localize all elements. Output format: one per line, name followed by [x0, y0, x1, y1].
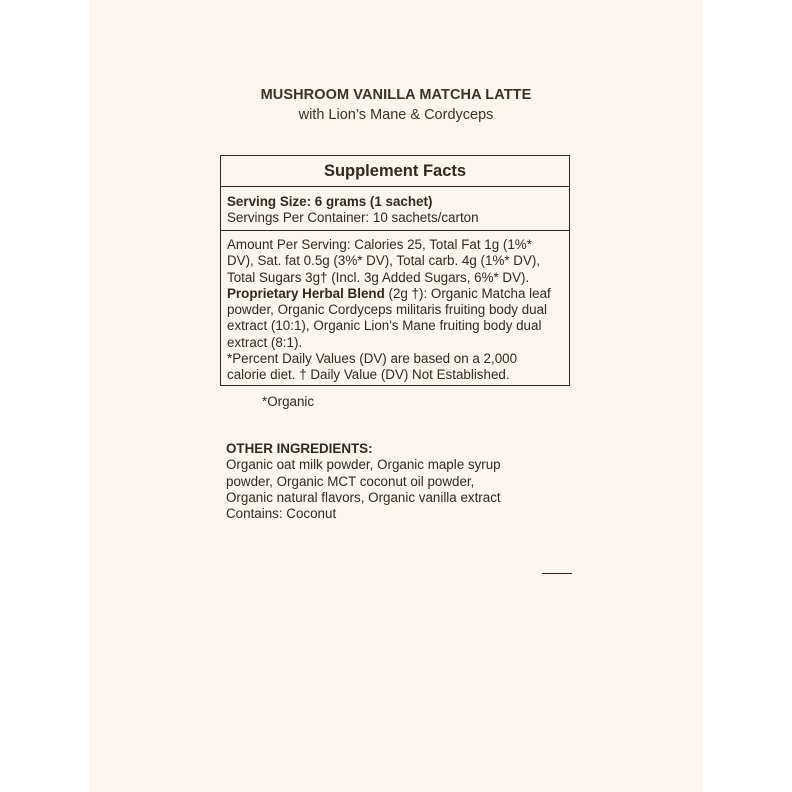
amount-line: Amount Per Serving: Calories 25, Total Fat 1g (1%* [227, 237, 532, 252]
blend-line: extract (8:1). [227, 334, 303, 350]
blend-line [227, 286, 565, 302]
supplement-facts-heading: Supplement Facts [221, 156, 569, 187]
servings-per-container: Servings Per Container: 10 sachets/carton [227, 210, 479, 225]
blend-line: powder, Organic Cordyceps militaris fruiting body dual [227, 302, 548, 318]
blend-label: Proprietary Herbal Blend [227, 285, 385, 301]
amount-line: DV), Sat. fat 0.5g (3%* DV), Total carb. 4g (1%* DV), [227, 253, 541, 269]
divider-rule [542, 573, 572, 574]
blend-text: (2g †): Organic Matcha leaf [384, 285, 551, 301]
serving-size: Serving Size: 6 grams (1 sachet) [227, 194, 433, 209]
ingredient-line: Organic oat milk powder, Organic maple syrup [226, 457, 501, 473]
other-ingredients-heading: OTHER INGREDIENTS: [226, 441, 373, 456]
ingredient-line: powder, Organic MCT coconut oil powder, [226, 473, 475, 489]
ingredient-line: Organic natural flavors, Organic vanilla extract [226, 489, 501, 505]
footnote-line: *Percent Daily Values (DV) are based on a 2,000 [227, 351, 518, 367]
ingredient-line: Contains: Coconut [226, 506, 337, 522]
other-ingredients [226, 441, 566, 522]
product-title: MUSHROOM VANILLA MATCHA LATTE [260, 87, 532, 103]
blend-line: extract (10:1), Organic Lion's Mane fruiting body dual [227, 318, 542, 334]
amount-line: Total Sugars 3g† (Incl. 3g Added Sugars, 6%* DV). [227, 269, 530, 285]
label-page [90, 0, 702, 792]
footnote-line: calorie diet. † Daily Value (DV) Not Established. [227, 367, 510, 383]
organic-note: *Organic [262, 394, 315, 409]
amount-per-serving [221, 231, 569, 384]
serving-info [221, 187, 569, 231]
supplement-facts-panel [220, 155, 570, 386]
product-subtitle: with Lion’s Mane & Cordyceps [298, 107, 494, 123]
